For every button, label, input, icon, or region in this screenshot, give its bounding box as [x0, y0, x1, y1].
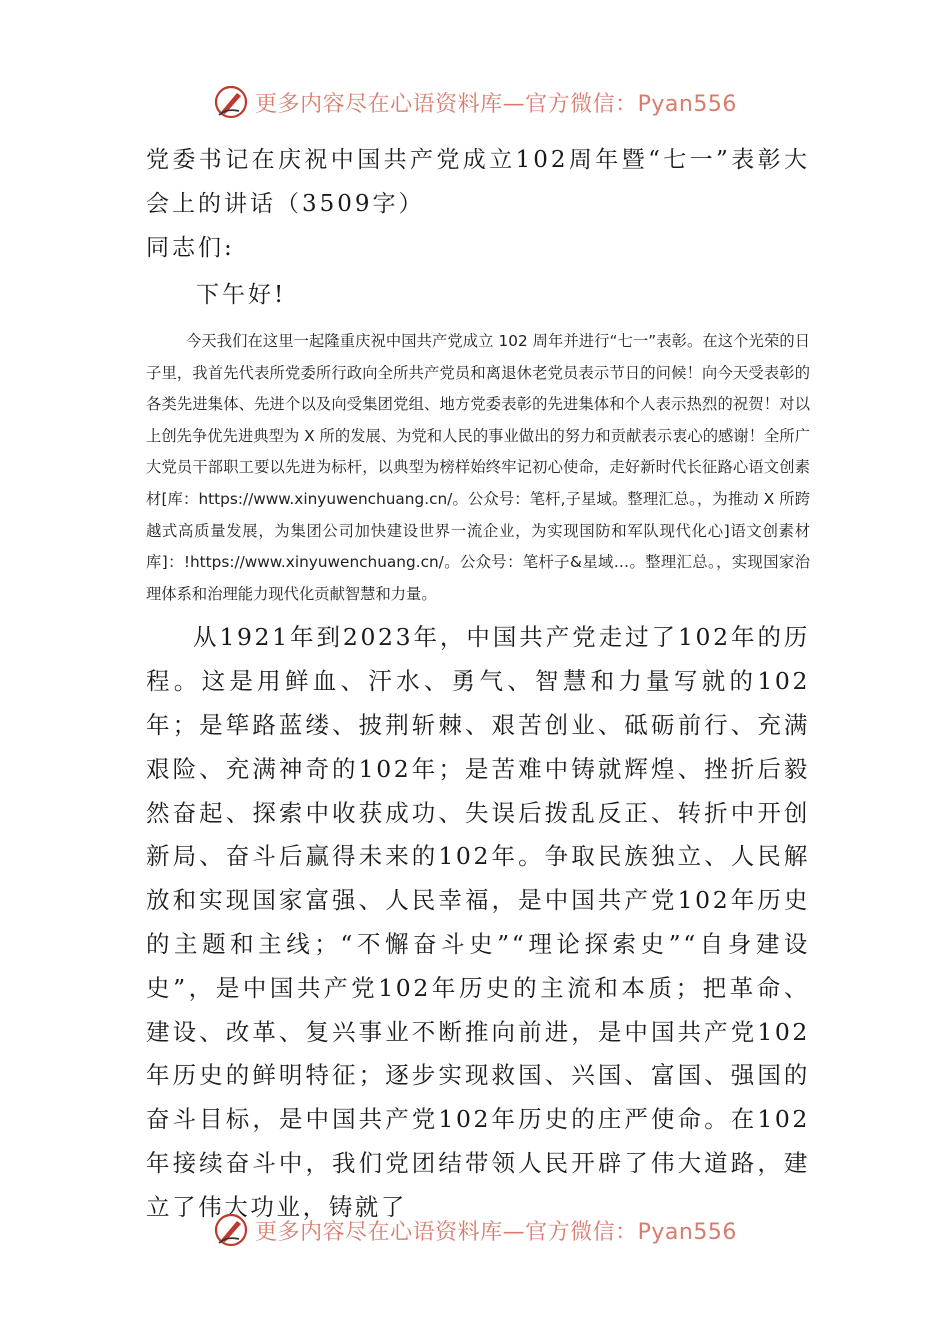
paragraph-history: 从1921年到2023年，中国共产党走过了102年的历程。这是用鲜血、汗水、勇气、智慧和力量写就的102年；是筚路蓝缕、披荆斩棘、艰苦创业、砥砺前行、充满艰险、充满神奇的102年；是苦难中铸就辉煌、挫折后毅然奋起、探索中收获成功、失误后拨乱反正、转折中开创新局、奋斗后赢得未来的102年。争取民族独立、人民解放和实现国家富强、人民幸福，是中国共产党102年历史的主题和主线；“不懈奋斗史”“理论探索史”“自身建设史”，是中国共产党102年历史的主流和本质；把革命、建设、改革、复兴事业不断推向前进，是中国共产党102年历史的鲜明特征；逐步实现救国、兴国、富国、强国的奋斗目标，是中国共产党102年历史的庄严使命。在102年接续奋斗中，我们党团结带领人民开辟了伟大道路，建立了伟大功业，铸就了 — [146, 623, 810, 1221]
banner-text: 更多内容尽在心语资料库—官方微信：Pyan556 — [255, 91, 737, 117]
salutation: 同志们: — [146, 235, 235, 261]
document-title: 党委书记在庆祝中国共产党成立102周年暨“七一”表彰大会上的讲话（3509字） — [146, 147, 810, 217]
banner-text: 更多内容尽在心语资料库—官方微信：Pyan556 — [255, 1219, 737, 1245]
pen-logo-icon — [213, 1212, 249, 1248]
pen-logo-icon — [213, 84, 249, 120]
document-body — [146, 138, 810, 1230]
footer-banner — [0, 1208, 950, 1252]
header-banner — [0, 80, 950, 124]
paragraph-intro: 今天我们在这里一起隆重庆祝中国共产党成立 102 周年并进行“七一”表彰。在这个光荣的日子里，我首先代表所党委所行政向全所共产党员和离退休老党员表示节日的问候！向今天受表彰的各类先进集体、先进个以及向受集团党组、地方党委表彰的先进集体和个人表示热烈的祝贺！对以上创先争优先进典型为 X 所的发展、为党和人民的事业做出的努力和贡献表示衷心的感谢！全所广大党员干部职工要以先进为标杆，以典型为榜样始终牢记初心使命，走好新时代长征路心语文创素材[库：https://www.xinyuwenchuang.cn/。公众号：笔杆,子星域。整理汇总。，为推动 X 所跨越式高质量发展，为集团公司加快建设世界一流企业，为实现国防和军队现代化心]语文创素材库]：!https://www.xinyuwenchuang.cn/。公众号：笔杆子&星域…。整理汇总。，实现国家治理体系和治理能力现代化贡献智慧和力量。 — [146, 332, 810, 603]
greeting: 下午好! — [196, 282, 287, 308]
